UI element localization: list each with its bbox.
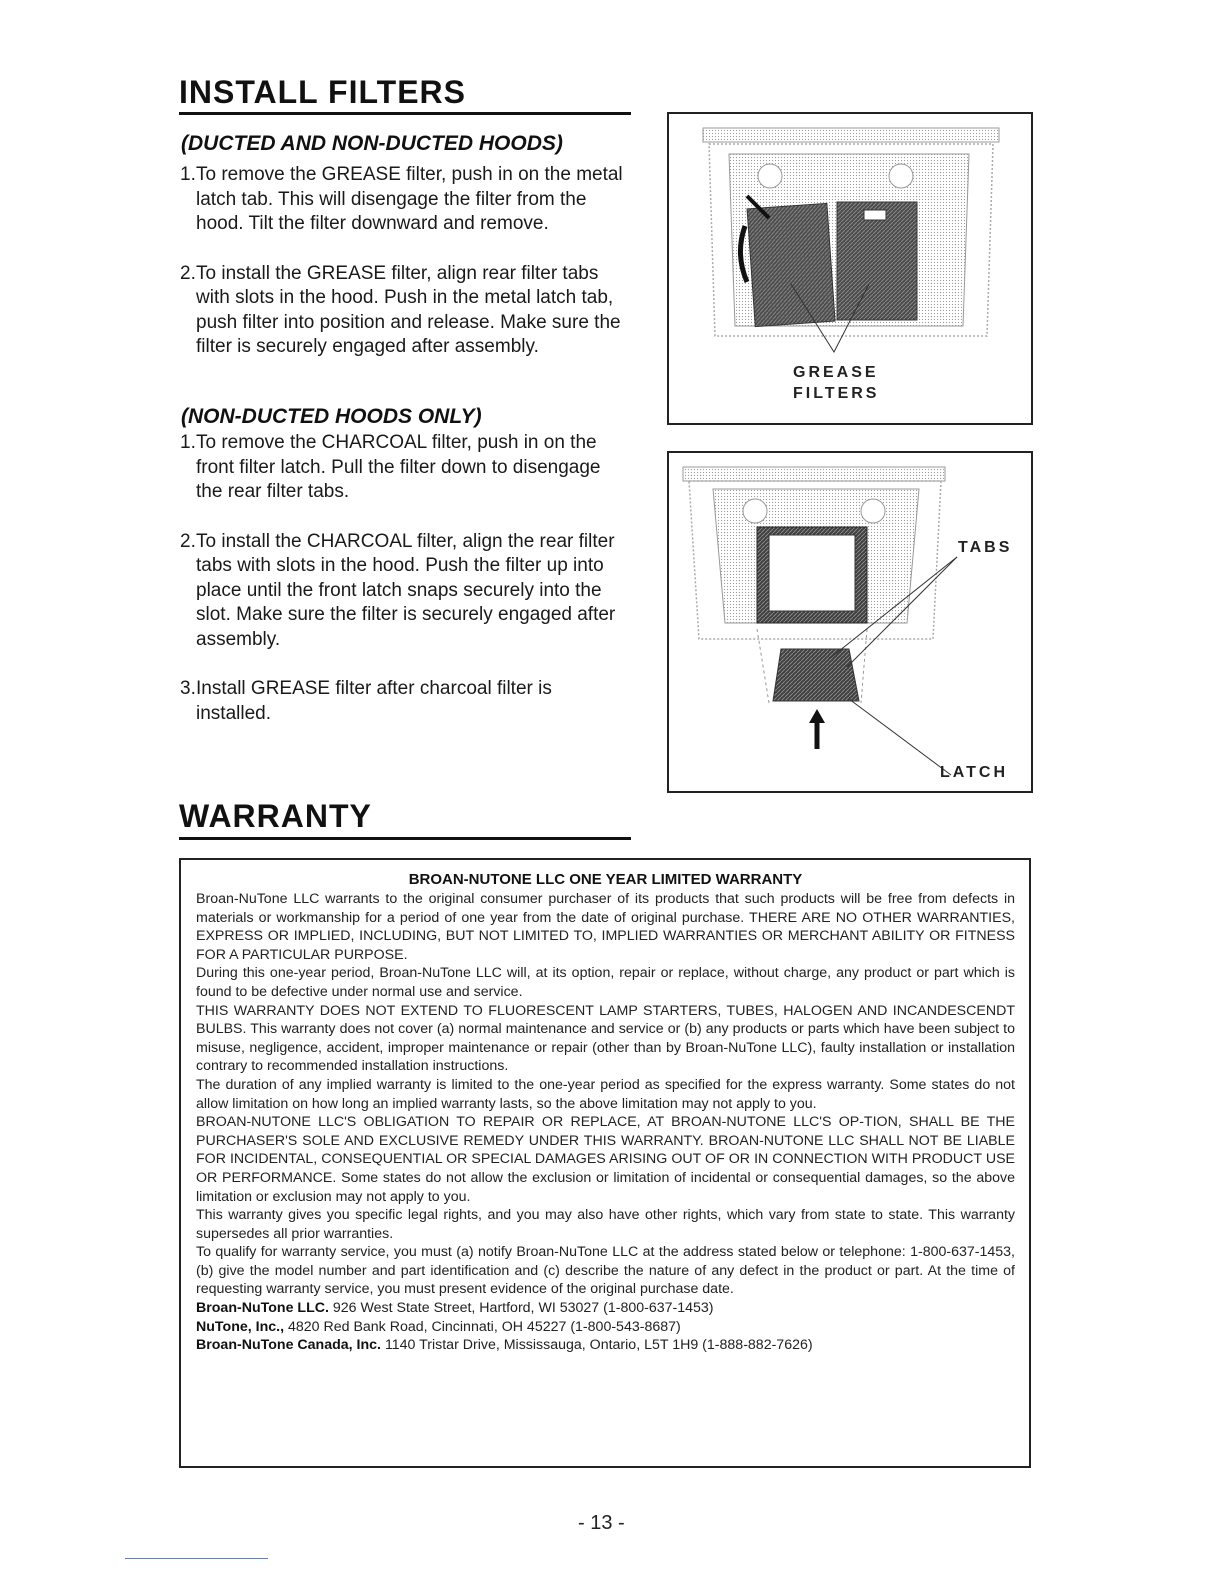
charcoal-filter-figure [667,451,1033,793]
nonducted-step-1 [180,431,632,505]
grease-filter-illustration [669,114,1031,364]
page-number: - 13 - [578,1512,625,1534]
warranty-paragraph-3: THIS WARRANTY DOES NOT EXTEND TO FLUORESCENT LAMP STARTERS, TUBES, HALOGEN AND INCANDESCENDT BULBS. This warranty does not cover (a) normal maintenance and service or (b) any products or parts which have been subject to misuse, negligence, accident, improper maintenance or repair (other than by Broan-NuTone LLC), faulty installation or installation contrary to recommended installation instructions. [196,1002,1015,1075]
warranty-paragraph-7: To qualify for warranty service, you must (a) notify Broan-NuTone LLC at the address stated below or telephone: 1-800-637-1453, (b) give the model number and part identification and (c) describe the nature of any defect in the product or part. At the time of requesting warranty service, you must present evidence of the original purchase date. [196,1244,1015,1298]
grease-label-line1: GREASE [793,364,879,381]
address-broan-nutone-canada [196,1336,1015,1355]
install-filters-heading: INSTALL FILTERS [179,74,466,110]
step-number: 1. [180,164,196,185]
ducted-step-1 [180,163,632,237]
warranty-paragraph-2: During this one-year period, Broan-NuTone LLC will, at its option, repair or replace, without charge, any product or part which is found to be defective under normal use and service. [196,965,1015,1000]
warranty-paragraph-6: This warranty gives you specific legal rights, and you may also have other rights, which vary from state to state. This warranty supersedes all prior warranties. [196,1207,1015,1242]
company-details: 926 West State Street, Hartford, WI 53027 (1-800-637-1453) [332,1300,714,1317]
warranty-paragraph-1: Broan-NuTone LLC warrants to the original consumer purchaser of its products that such products will be free from defects in materials or workmanship for a period of one year from the date of original purchase. THERE ARE NO OTHER WARRANTIES, EXPRESS OR IMPLIED, INCLUDING, BUT NOT LIMITED TO, IMPLIED WARRANTIES OR MERCHANT ABILITY OR FITNESS FOR A PARTICULAR PURPOSE. [196,891,1015,963]
nonducted-subheading: (NON-DUCTED HOODS ONLY) [181,405,482,428]
install-heading-rule [179,112,631,115]
charcoal-filter-illustration [669,453,1031,791]
nonducted-step-2 [180,530,632,653]
grease-filter-figure [667,112,1033,425]
address-broan-nutone-llc [196,1299,1015,1318]
ducted-steps [180,163,632,360]
step-text: Install GREASE filter after charcoal filter is installed. [196,678,552,724]
step-text: To install the CHARCOAL filter, align the rear filter tabs with slots in the hood. Push the filter up into place until the front latch snaps securely into the slot. Make sure the filter is securely engaged after assembly. [196,530,616,650]
warranty-heading: WARRANTY [179,798,372,834]
tabs-label: TABS [958,539,1013,556]
warranty-paragraph-5: BROAN-NUTONE LLC'S OBLIGATION TO REPAIR OR REPLACE, AT BROAN-NUTONE LLC'S OP-TION, SHALL BE THE PURCHASER'S SOLE AND EXCLUSIVE REMEDY UNDER THIS WARRANTY. BROAN-NUTONE LLC SHALL NOT BE LIABLE FOR INCIDENTAL, CONSEQUENTIAL OR SPECIAL DAMAGES ARISING OUT OF OR IN CONNECTION WITH PRODUCT USE OR PERFORMANCE. Some states do not allow the exclusion or limitation of incidental or consequential damages, so the above limitation or exclusion may not apply to you. [196,1114,1015,1205]
nonducted-steps [180,431,632,726]
address-nutone-inc [196,1318,1015,1337]
step-number: 3. [180,678,196,699]
nonducted-step-3 [180,677,632,726]
company-details: 4820 Red Bank Road, Cincinnati, OH 45227 (1-800-543-8687) [287,1318,681,1335]
grease-label-line2: FILTERS [793,385,880,402]
warranty-paragraph-4: The duration of any implied warranty is limited to the one-year period as specified for the express warranty. Some states do not allow limitation on how long an implied warranty lasts, so the above limitation may not apply to you. [196,1076,1015,1112]
warranty-title: BROAN-NUTONE LLC ONE YEAR LIMITED WARRANTY [408,871,803,888]
step-text: To remove the GREASE filter, push in on the metal latch tab. This will disengage the filter from the hood. Tilt the filter downward and remove. [196,164,623,234]
ducted-step-2 [180,262,632,360]
warranty-box [179,858,1031,1468]
step-number: 1. [180,432,196,453]
warranty-heading-rule [179,837,631,840]
company-name: Broan-NuTone LLC. [196,1300,329,1317]
latch-label: LATCH [940,764,1009,781]
company-name: Broan-NuTone Canada, Inc. [196,1337,381,1354]
step-text: To remove the CHARCOAL filter, push in on the front filter latch. Pull the filter down to disengage the rear filter tabs. [196,432,601,502]
step-text: To install the GREASE filter, align rear filter tabs with slots in the hood. Push in the metal latch tab, push filter into position and release. Make sure the filter is securely engaged after assembly. [196,262,621,357]
footer-rule [125,1558,268,1559]
company-details: 1140 Tristar Drive, Mississauga, Ontario, L5T 1H9 (1-888-882-7626) [384,1337,813,1354]
step-number: 2. [180,530,196,552]
company-name: NuTone, Inc., [196,1318,285,1335]
ducted-subheading: (DUCTED AND NON-DUCTED HOODS) [181,132,563,155]
step-number: 2. [180,262,196,284]
